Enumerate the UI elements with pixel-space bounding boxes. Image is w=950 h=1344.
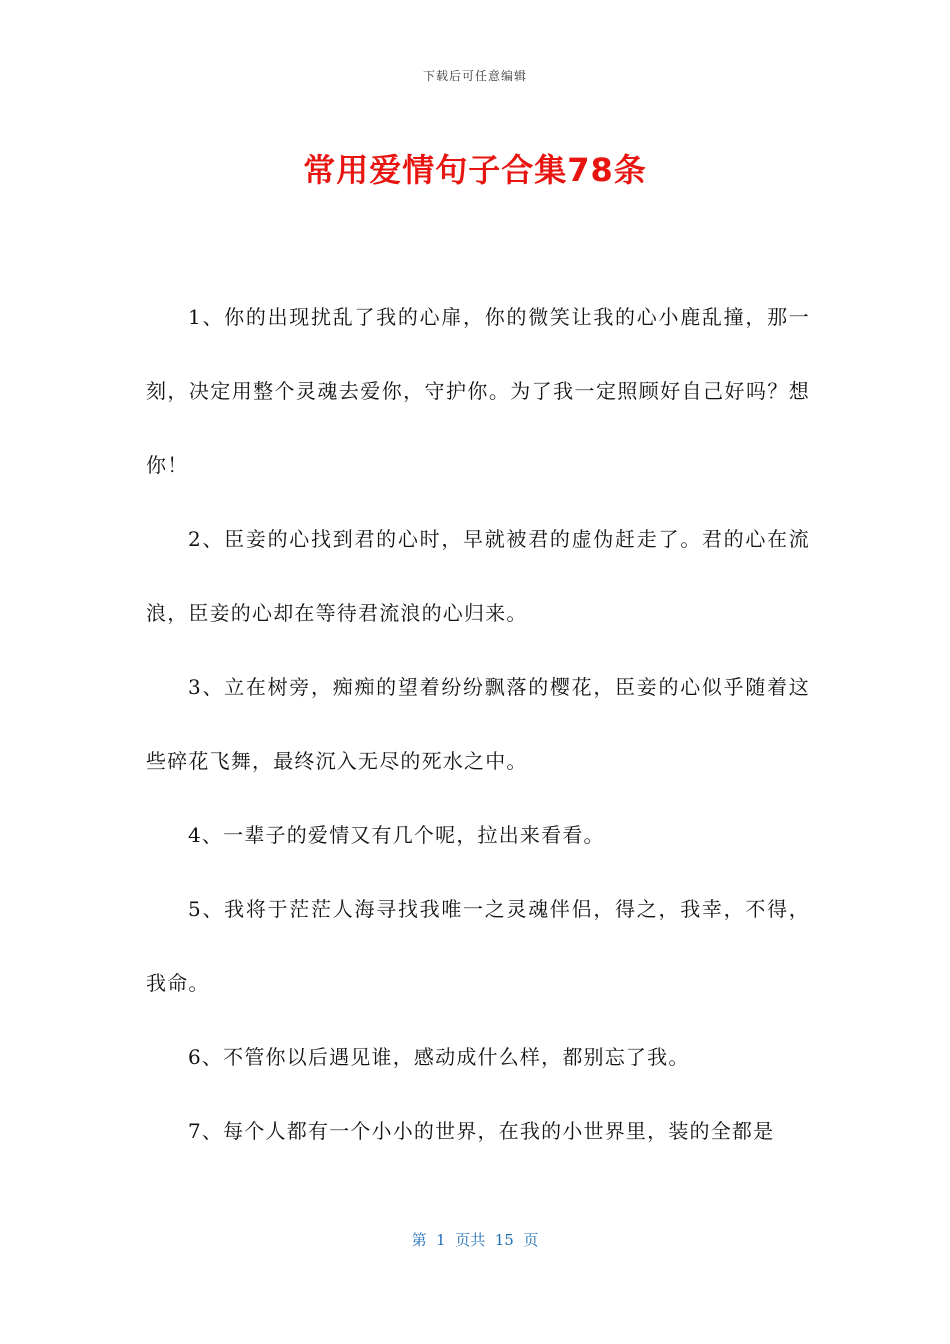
- paragraph-5: 5、我将于茫茫人海寻找我唯一之灵魂伴侣，得之，我幸，不得，我命。: [146, 897, 810, 995]
- document-body: [146, 280, 810, 1168]
- paragraph-6: 6、不管你以后遇见谁，感动成什么样，都别忘了我。: [188, 1045, 690, 1069]
- paragraph-3: 3、立在树旁，痴痴的望着纷纷飘落的樱花，臣妾的心似乎随着这些碎花飞舞，最终沉入无尽的死水之中。: [146, 675, 810, 773]
- paragraph-1: 1、你的出现扰乱了我的心扉，你的微笑让我的心小鹿乱撞，那一刻，决定用整个灵魂去爱你，守护你。为了我一定照顾好自己好吗？想你！: [146, 305, 810, 477]
- paragraph-4: 4、一辈子的爱情又有几个呢，拉出来看看。: [188, 823, 605, 847]
- paragraph-7: 7、每个人都有一个小小的世界，在我的小世界里，装的全都是: [188, 1119, 775, 1143]
- header-note: 下载后可任意编辑: [422, 69, 527, 83]
- page-footer: 第 1 页共 15 页: [411, 1231, 539, 1249]
- paragraph-2: 2、臣妾的心找到君的心时，早就被君的虚伪赶走了。君的心在流浪，臣妾的心却在等待君流浪的心归来。: [146, 527, 810, 625]
- document-title: 常用爱情句子合集78条: [303, 151, 647, 189]
